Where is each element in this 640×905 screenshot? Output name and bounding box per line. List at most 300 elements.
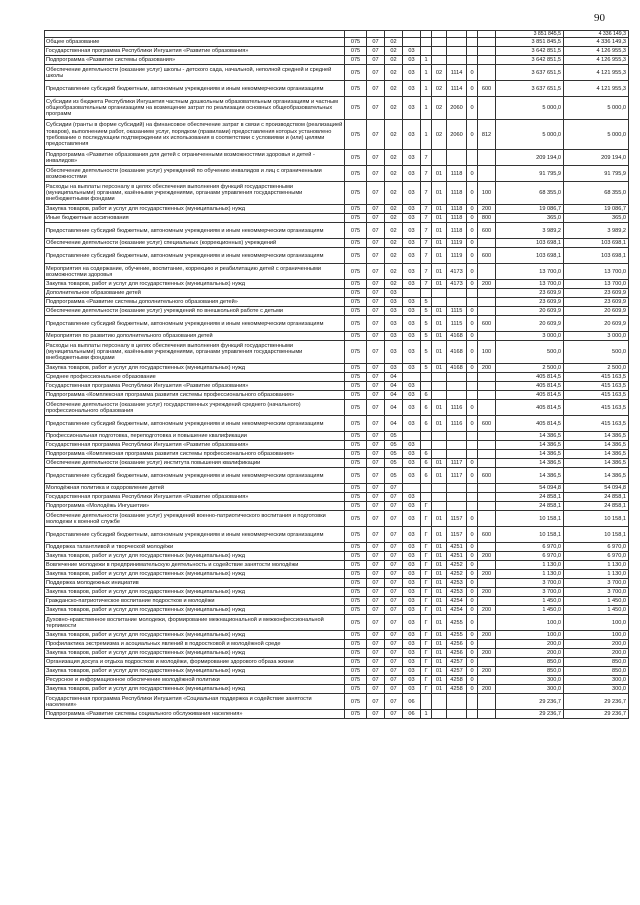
code-expense-type — [478, 640, 496, 649]
code-direction: 1119 — [447, 248, 467, 264]
code-main-activity — [432, 56, 447, 65]
code-program: 03 — [403, 150, 421, 166]
row-name: Закупка товаров, работ и услуг для государственных (муниципальных) нужд — [45, 552, 345, 561]
row-name: Предоставление субсидий бюджетным, автономным учреждениям и иным некоммерческим организациям — [45, 468, 345, 484]
amount-2017: 23 609,9 — [564, 289, 629, 298]
code-main-activity: 01 — [432, 588, 447, 597]
code-suffix — [467, 441, 478, 450]
code-suffix: 0 — [467, 511, 478, 527]
code-suffix: 0 — [467, 214, 478, 223]
amount-2016: 91 795,9 — [496, 166, 564, 182]
code-ministry: 075 — [345, 120, 367, 150]
code-main-activity: 01 — [432, 658, 447, 667]
row-name: Закупка товаров, работ и услуг для государственных (муниципальных) нужд — [45, 570, 345, 579]
amount-2017: 850,0 — [564, 667, 629, 676]
code-suffix: 0 — [467, 307, 478, 316]
code-direction: 1157 — [447, 527, 467, 543]
table-row — [45, 341, 629, 364]
code-direction — [447, 710, 467, 719]
code-program — [403, 484, 421, 493]
table-row — [45, 606, 629, 615]
code-subprogram: Г — [421, 676, 432, 685]
code-expense-type — [478, 658, 496, 667]
code-ministry: 075 — [345, 694, 367, 710]
code-direction: 1118 — [447, 182, 467, 205]
code-expense-type — [478, 373, 496, 382]
code-main-activity: 01 — [432, 570, 447, 579]
code-direction: 4257 — [447, 667, 467, 676]
code-ministry: 075 — [345, 631, 367, 640]
code-expense-type — [478, 289, 496, 298]
code-program: 03 — [403, 382, 421, 391]
amount-2017: 54 094,8 — [564, 484, 629, 493]
code-main-activity — [432, 502, 447, 511]
code-section: 07 — [367, 694, 385, 710]
code-expense-type — [478, 676, 496, 685]
amount-2016: 103 698,1 — [496, 248, 564, 264]
table-row — [45, 468, 629, 484]
code-program: 03 — [403, 56, 421, 65]
amount-2017: 10 158,1 — [564, 511, 629, 527]
code-ministry: 075 — [345, 391, 367, 400]
row-name: Закупка товаров, работ и услуг для государственных (муниципальных) нужд — [45, 606, 345, 615]
code-direction: 1157 — [447, 511, 467, 527]
code-section: 07 — [367, 166, 385, 182]
code-expense-type: 600 — [478, 468, 496, 484]
code-direction: 4173 — [447, 280, 467, 289]
code-expense-type: 200 — [478, 631, 496, 640]
amount-2017: 3 000,0 — [564, 332, 629, 341]
table-row — [45, 214, 629, 223]
code-suffix: 0 — [467, 120, 478, 150]
code-subprogram: Г — [421, 685, 432, 694]
code-expense-type: 200 — [478, 280, 496, 289]
code-section: 07 — [367, 543, 385, 552]
code-section: 07 — [367, 182, 385, 205]
table-row — [45, 316, 629, 332]
code-section: 07 — [367, 468, 385, 484]
code-expense-type — [478, 432, 496, 441]
code-program: 03 — [403, 400, 421, 416]
row-name: Государственная программа Республики Ингушетия «Развитие образования» — [45, 441, 345, 450]
amount-2017: 20 609,9 — [564, 316, 629, 332]
table-row — [45, 561, 629, 570]
code-expense-type — [478, 400, 496, 416]
code-program — [403, 289, 421, 298]
code-direction — [447, 502, 467, 511]
row-name: Государственная программа Республики Ингушетия «Социальная поддержка и содействие занятости населения» — [45, 694, 345, 710]
row-name: Дополнительное образование детей — [45, 289, 345, 298]
table-row — [45, 400, 629, 416]
code-direction — [447, 694, 467, 710]
amount-2016: 103 698,1 — [496, 239, 564, 248]
code-section: 07 — [367, 588, 385, 597]
amount-2017: 3 989,2 — [564, 223, 629, 239]
code-main-activity — [432, 150, 447, 166]
code-subsection: 04 — [385, 400, 403, 416]
code-ministry: 075 — [345, 182, 367, 205]
amount-2016: 23 609,9 — [496, 298, 564, 307]
table-row — [45, 615, 629, 631]
code-expense-type — [478, 441, 496, 450]
code-direction: 1118 — [447, 205, 467, 214]
code-ministry: 075 — [345, 658, 367, 667]
code-suffix: 0 — [467, 597, 478, 606]
row-name: Вовлечение молодежи в предпринимательскую деятельность и содействие занятости молодёжи — [45, 561, 345, 570]
code-suffix: 0 — [467, 676, 478, 685]
code-direction: 1114 — [447, 65, 467, 81]
code-section: 07 — [367, 667, 385, 676]
code-suffix — [467, 373, 478, 382]
code-main-activity: 02 — [432, 81, 447, 97]
code-expense-type: 200 — [478, 606, 496, 615]
code-expense-type — [478, 511, 496, 527]
code-main-activity: 01 — [432, 468, 447, 484]
code-expense-type: 100 — [478, 182, 496, 205]
code-section: 07 — [367, 676, 385, 685]
code-expense-type: 200 — [478, 364, 496, 373]
code-program: 03 — [403, 450, 421, 459]
code-subprogram: Г — [421, 606, 432, 615]
code-subprogram: 5 — [421, 307, 432, 316]
code-subsection: 04 — [385, 416, 403, 432]
code-suffix — [467, 710, 478, 719]
table-row — [45, 264, 629, 280]
code-main-activity: 01 — [432, 223, 447, 239]
code-subprogram: Г — [421, 570, 432, 579]
row-name: Закупка товаров, работ и услуг для государственных (муниципальных) нужд — [45, 280, 345, 289]
code-subprogram: 7 — [421, 280, 432, 289]
code-suffix: 0 — [467, 65, 478, 81]
code-section: 07 — [367, 307, 385, 316]
code-section: 07 — [367, 65, 385, 81]
code-main-activity: 01 — [432, 341, 447, 364]
code-subsection: 07 — [385, 658, 403, 667]
code-direction — [447, 289, 467, 298]
header-cell — [421, 31, 432, 38]
code-expense-type: 200 — [478, 570, 496, 579]
code-subsection: 05 — [385, 441, 403, 450]
table-row — [45, 450, 629, 459]
code-main-activity: 01 — [432, 332, 447, 341]
code-expense-type: 800 — [478, 214, 496, 223]
code-subsection: 05 — [385, 468, 403, 484]
code-direction: 4254 — [447, 606, 467, 615]
code-section: 07 — [367, 649, 385, 658]
code-section: 07 — [367, 685, 385, 694]
row-name: Расходы на выплаты персоналу в целях обеспечения выполнения функций государственными (муниципальными) органами, казёнными учреждениями, органами управления государственными внебюджетными фондами — [45, 341, 345, 364]
code-program: 03 — [403, 316, 421, 332]
code-suffix: 0 — [467, 658, 478, 667]
code-subprogram: Г — [421, 597, 432, 606]
code-suffix: 0 — [467, 332, 478, 341]
code-direction — [447, 493, 467, 502]
amount-2016: 3 642 851,5 — [496, 56, 564, 65]
table-row — [45, 391, 629, 400]
code-subsection: 04 — [385, 391, 403, 400]
amount-2017: 14 386,5 — [564, 459, 629, 468]
code-expense-type: 200 — [478, 552, 496, 561]
code-main-activity: 01 — [432, 166, 447, 182]
table-row — [45, 248, 629, 264]
code-subprogram: 7 — [421, 264, 432, 280]
code-direction: 1117 — [447, 468, 467, 484]
code-subsection: 07 — [385, 484, 403, 493]
amount-2017: 13 700,0 — [564, 280, 629, 289]
code-program: 03 — [403, 570, 421, 579]
code-program: 03 — [403, 47, 421, 56]
amount-2017: 20 609,9 — [564, 307, 629, 316]
code-main-activity: 01 — [432, 579, 447, 588]
amount-2016: 300,0 — [496, 676, 564, 685]
amount-2016: 5 000,0 — [496, 97, 564, 120]
amount-2017: 3 700,0 — [564, 588, 629, 597]
code-expense-type — [478, 391, 496, 400]
code-direction: 4255 — [447, 615, 467, 631]
header-cell — [403, 31, 421, 38]
table-row — [45, 631, 629, 640]
row-name: Поддержка молодежных инициатив — [45, 579, 345, 588]
amount-2016: 3 851 845,5 — [496, 38, 564, 47]
code-program: 03 — [403, 223, 421, 239]
code-direction — [447, 373, 467, 382]
code-subsection: 07 — [385, 694, 403, 710]
code-suffix: 0 — [467, 527, 478, 543]
table-row — [45, 307, 629, 316]
code-subprogram — [421, 441, 432, 450]
code-main-activity: 01 — [432, 264, 447, 280]
amount-2017: 13 700,0 — [564, 264, 629, 280]
code-expense-type — [478, 264, 496, 280]
amount-2016: 3 637 651,5 — [496, 65, 564, 81]
code-expense-type — [478, 47, 496, 56]
amount-2017: 91 795,9 — [564, 166, 629, 182]
row-name: Государственная программа Республики Ингушетия «Развитие образования» — [45, 47, 345, 56]
row-name: Предоставление субсидий бюджетным, автономным учреждениям и иным некоммерческим организациям — [45, 527, 345, 543]
code-subsection: 07 — [385, 667, 403, 676]
code-expense-type — [478, 502, 496, 511]
code-expense-type: 200 — [478, 667, 496, 676]
code-subsection: 02 — [385, 182, 403, 205]
amount-2017: 209 194,0 — [564, 150, 629, 166]
code-subprogram: 6 — [421, 468, 432, 484]
amount-2017: 68 355,0 — [564, 182, 629, 205]
code-ministry: 075 — [345, 214, 367, 223]
row-name: Предоставление субсидий бюджетным, автономным учреждениям и иным некоммерческим организациям — [45, 223, 345, 239]
code-subprogram: 6 — [421, 459, 432, 468]
code-expense-type — [478, 97, 496, 120]
code-subprogram — [421, 694, 432, 710]
code-subsection: 07 — [385, 615, 403, 631]
code-ministry: 075 — [345, 606, 367, 615]
code-section: 07 — [367, 223, 385, 239]
code-suffix — [467, 56, 478, 65]
code-subprogram: 1 — [421, 710, 432, 719]
code-suffix: 0 — [467, 264, 478, 280]
code-ministry: 075 — [345, 280, 367, 289]
table-row — [45, 239, 629, 248]
code-subprogram: 5 — [421, 364, 432, 373]
amount-2016: 13 700,0 — [496, 264, 564, 280]
amount-2016: 20 609,9 — [496, 316, 564, 332]
code-suffix — [467, 150, 478, 166]
table-row — [45, 667, 629, 676]
code-section: 07 — [367, 298, 385, 307]
code-suffix: 0 — [467, 579, 478, 588]
row-name: Иные бюджетные ассигнования — [45, 214, 345, 223]
amount-2017: 14 386,5 — [564, 441, 629, 450]
code-direction: 1116 — [447, 416, 467, 432]
row-name: Обеспечение деятельности (оказание услуг) учреждений по внешкольной работе с детьми — [45, 307, 345, 316]
code-main-activity: 01 — [432, 640, 447, 649]
code-direction: 4251 — [447, 543, 467, 552]
code-program: 03 — [403, 182, 421, 205]
code-subsection: 02 — [385, 223, 403, 239]
code-ministry: 075 — [345, 316, 367, 332]
code-program: 03 — [403, 527, 421, 543]
code-program: 03 — [403, 552, 421, 561]
code-section: 07 — [367, 416, 385, 432]
amount-2017: 24 858,1 — [564, 493, 629, 502]
table-row — [45, 432, 629, 441]
code-subprogram: Г — [421, 543, 432, 552]
code-program: 03 — [403, 248, 421, 264]
code-expense-type: 200 — [478, 205, 496, 214]
code-ministry: 075 — [345, 676, 367, 685]
code-section: 07 — [367, 484, 385, 493]
code-subsection: 07 — [385, 527, 403, 543]
code-main-activity — [432, 373, 447, 382]
code-program: 03 — [403, 543, 421, 552]
code-section: 07 — [367, 710, 385, 719]
row-name: Подпрограмма «Развитие системы социального обслуживания населения» — [45, 710, 345, 719]
table-row — [45, 38, 629, 47]
code-ministry: 075 — [345, 597, 367, 606]
code-program: 06 — [403, 694, 421, 710]
amount-2016: 29 236,7 — [496, 694, 564, 710]
code-main-activity: 01 — [432, 606, 447, 615]
header-total-2017: 4 336 149,3 — [564, 31, 629, 38]
code-section: 07 — [367, 459, 385, 468]
amount-2016: 405 814,5 — [496, 373, 564, 382]
table-row — [45, 694, 629, 710]
code-program: 03 — [403, 658, 421, 667]
code-main-activity: 01 — [432, 214, 447, 223]
code-direction: 4255 — [447, 631, 467, 640]
header-cell — [432, 31, 447, 38]
header-cell — [385, 31, 403, 38]
code-subsection: 02 — [385, 166, 403, 182]
code-main-activity: 02 — [432, 120, 447, 150]
code-expense-type — [478, 543, 496, 552]
code-subsection: 02 — [385, 38, 403, 47]
code-direction — [447, 441, 467, 450]
table-row — [45, 484, 629, 493]
table-row — [45, 710, 629, 719]
code-suffix — [467, 382, 478, 391]
code-program — [403, 373, 421, 382]
amount-2016: 100,0 — [496, 615, 564, 631]
row-name: Духовно-нравственное воспитание молодежи, формирование межнациональной и межконфессиональной терпимости — [45, 615, 345, 631]
row-name: Среднее профессиональное образование — [45, 373, 345, 382]
code-section: 07 — [367, 214, 385, 223]
code-subsection: 02 — [385, 264, 403, 280]
amount-2017: 100,0 — [564, 631, 629, 640]
code-program: 03 — [403, 364, 421, 373]
code-main-activity: 01 — [432, 280, 447, 289]
header-total-2016: 3 851 845,5 — [496, 31, 564, 38]
code-suffix — [467, 493, 478, 502]
amount-2017: 4 336 149,3 — [564, 38, 629, 47]
code-expense-type: 100 — [478, 341, 496, 364]
code-direction: 4168 — [447, 332, 467, 341]
code-main-activity: 01 — [432, 459, 447, 468]
row-name: Предоставление субсидий бюджетным, автономным учреждениям и иным некоммерческим организациям — [45, 81, 345, 97]
table-row — [45, 579, 629, 588]
code-main-activity: 01 — [432, 205, 447, 214]
table-row — [45, 685, 629, 694]
code-program: 03 — [403, 502, 421, 511]
amount-2017: 23 609,9 — [564, 298, 629, 307]
amount-2016: 10 158,1 — [496, 527, 564, 543]
code-expense-type — [478, 332, 496, 341]
amount-2017: 1 130,0 — [564, 561, 629, 570]
code-subsection: 07 — [385, 649, 403, 658]
table-row — [45, 552, 629, 561]
code-expense-type — [478, 459, 496, 468]
code-ministry: 075 — [345, 667, 367, 676]
code-ministry: 075 — [345, 543, 367, 552]
row-name: Обеспечение деятельности (оказание услуг) специальных (коррекционных) учреждений — [45, 239, 345, 248]
table-row — [45, 543, 629, 552]
table-body — [45, 31, 629, 719]
code-direction: 4254 — [447, 597, 467, 606]
code-subsection: 07 — [385, 493, 403, 502]
code-subsection: 03 — [385, 316, 403, 332]
code-subsection: 03 — [385, 298, 403, 307]
code-suffix: 0 — [467, 316, 478, 332]
code-section: 07 — [367, 640, 385, 649]
code-expense-type: 200 — [478, 685, 496, 694]
code-expense-type — [478, 484, 496, 493]
code-ministry: 075 — [345, 441, 367, 450]
amount-2016: 850,0 — [496, 667, 564, 676]
code-subsection: 07 — [385, 710, 403, 719]
code-suffix — [467, 502, 478, 511]
header-row — [45, 31, 629, 38]
amount-2016: 14 386,5 — [496, 468, 564, 484]
amount-2016: 14 386,5 — [496, 459, 564, 468]
row-name: Подпрограмма «Развитие системы образования» — [45, 56, 345, 65]
table-row — [45, 459, 629, 468]
code-subprogram: Г — [421, 658, 432, 667]
code-program: 03 — [403, 649, 421, 658]
code-subsection: 03 — [385, 332, 403, 341]
amount-2016: 68 355,0 — [496, 182, 564, 205]
code-main-activity: 01 — [432, 631, 447, 640]
code-direction: 1115 — [447, 316, 467, 332]
code-direction — [447, 38, 467, 47]
code-subprogram: Г — [421, 579, 432, 588]
table-row — [45, 364, 629, 373]
table-row — [45, 511, 629, 527]
amount-2016: 14 386,5 — [496, 441, 564, 450]
code-suffix: 0 — [467, 248, 478, 264]
code-program: 03 — [403, 459, 421, 468]
table-row — [45, 150, 629, 166]
code-main-activity: 01 — [432, 316, 447, 332]
code-section: 07 — [367, 450, 385, 459]
